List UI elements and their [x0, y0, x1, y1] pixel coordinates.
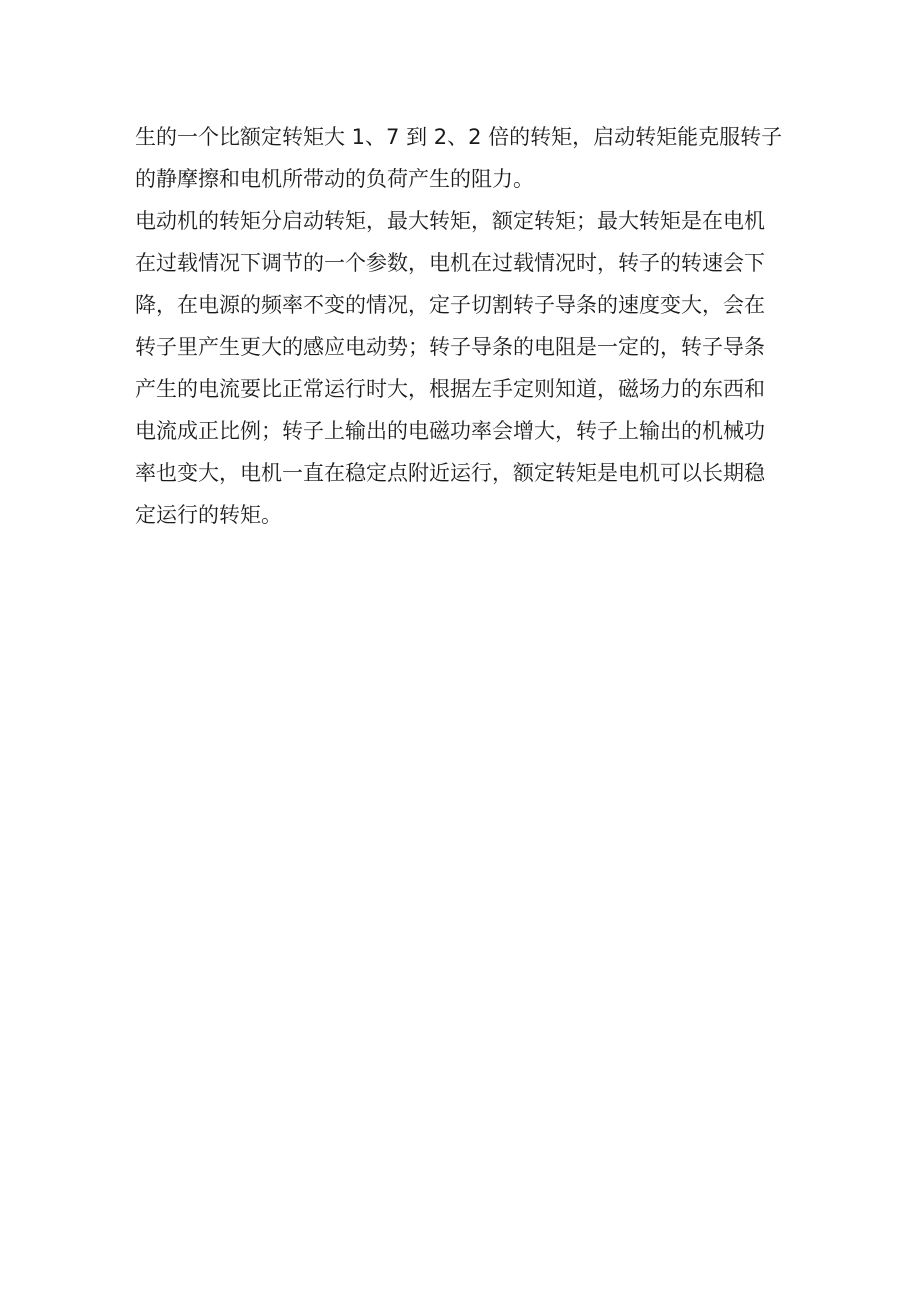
text-line: 的静摩擦和电机所带动的负荷产生的阻力。 — [135, 167, 534, 191]
text-line: 电动机的转矩分启动转矩，最大转矩，额定转矩；最大转矩是在电机 — [135, 209, 765, 233]
text-line: 在过载情况下调节的一个参数，电机在过载情况时，转子的转速会下 — [135, 251, 765, 275]
text-line: 电流成正比例；转子上输出的电磁功率会增大，转子上输出的机械功 — [135, 419, 765, 443]
text-line: 降，在电源的频率不变的情况，定子切割转子导条的速度变大，会在 — [135, 293, 765, 317]
text-line: 定运行的转矩。 — [135, 503, 282, 527]
text-line: 产生的电流要比正常运行时大，根据左手定则知道，磁场力的东西和 — [135, 377, 765, 401]
body-text — [135, 116, 795, 536]
text-line: 率也变大，电机一直在稳定点附近运行，额定转矩是电机可以长期稳 — [135, 461, 765, 485]
text-line: 转子里产生更大的感应电动势；转子导条的电阻是一定的，转子导条 — [135, 335, 765, 359]
text-line: 生的一个比额定转矩大 1、7 到 2、2 倍的转矩，启动转矩能克服转子 — [135, 125, 783, 149]
